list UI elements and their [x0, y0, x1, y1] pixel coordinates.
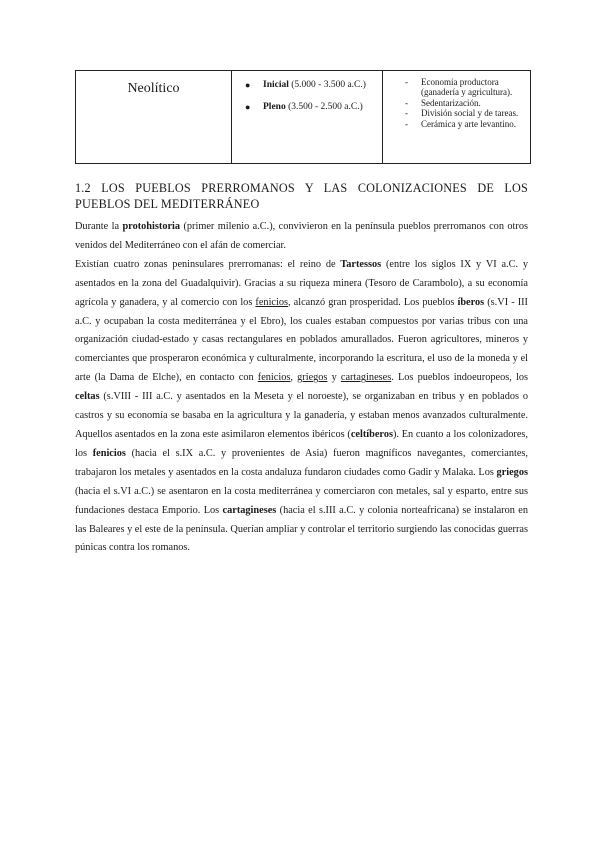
features-list	[383, 71, 530, 129]
term-cartagineses-link: cartagineses	[340, 372, 392, 384]
text-run: (hacia el s.VI a.C.) se asentaron en la costa mediterránea y comerciaron con metales, sal y esparto, entre sus fundaciones destaca Emporio. Los	[75, 485, 528, 516]
term-griegos: griegos	[496, 466, 528, 478]
term-iberos: íberos	[457, 296, 485, 308]
phase-range: (5.000 - 3.500 a.C.)	[288, 80, 366, 90]
term-cartagineses: cartagineses	[222, 504, 277, 516]
body-text	[75, 218, 528, 558]
phase-range: (3.500 - 2.500 a.C.)	[285, 102, 363, 112]
term-fenicios-link: fenicios	[255, 296, 289, 308]
list-item	[405, 108, 526, 118]
paragraph-main	[75, 256, 528, 559]
text-run: , alcanzó gran prosperidad. Los pueblos	[288, 296, 458, 308]
text-run: ). En cuanto a los colonizadores, los	[75, 428, 528, 459]
term-griegos-link: griegos	[297, 372, 328, 384]
text-run: . Los pueblos indoeuropeos, los	[391, 372, 528, 384]
text-run: (s.VI - III a.C. y ocupaban la costa mediterránea y el Ebro), los cuales estaban compuestos por varias tribus con una organización ciudad-estado y casas rectangulares en poblados amurallados. Fueron agricultores, mineros y comerciantes que prosperaron económica y culturalmente, incorporando la escritura, el uso de la moneda y el arte (la Dama de Elche), en contacto con	[75, 296, 528, 384]
table-row	[76, 71, 531, 164]
text-run: Existían cuatro zonas peninsulares prerromanas: el reino de	[75, 258, 341, 270]
term-fenicios: fenicios	[92, 447, 126, 459]
term-celtas: celtas	[75, 391, 100, 403]
dash-icon: -	[405, 77, 408, 87]
list-item	[405, 98, 526, 108]
list-item	[405, 119, 526, 129]
section-title: 1.2 LOS PUEBLOS PRERROMANOS Y LAS COLONIZACIONES DE LOS PUEBLOS DEL MEDITERRÁNEO	[75, 181, 528, 211]
list-item	[243, 102, 382, 113]
phase-name: Pleno	[263, 102, 286, 112]
text-run: (s.VIII - III a.C. y asentados en la Meseta y el noroeste), se organizaban en tribus y en poblados o castros y su economía se basaba en la agricultura y la ganadería, y estaban menos avanzados culturalmente. Aquellos asentados en la zona este asimilaron elementos ibéricos (	[75, 391, 528, 440]
term-celtiberos: celtíberos	[350, 428, 393, 440]
neolithic-table	[75, 70, 531, 164]
dash-icon: -	[405, 97, 408, 108]
phase-name: Inicial	[263, 80, 289, 90]
phases-cell	[232, 71, 383, 164]
term-fenicios-link: fenicios	[257, 372, 291, 384]
phases-list	[232, 71, 382, 113]
feature-text: Cerámica y arte levantino.	[421, 118, 516, 129]
term-tartessos: Tartessos	[340, 258, 382, 270]
text-run: (hacia el s.III a.C. y colonia norteafricana) se instalaron en las Baleares y el este de la península. Querían ampliar y controlar el territorio surgiendo las conocidas guerras púnicas contra los romanos.	[75, 504, 528, 554]
feature-text: División social y de tareas.	[421, 108, 519, 119]
paragraph-intro	[75, 218, 528, 256]
bullet-icon: ●	[245, 102, 251, 112]
list-item	[243, 80, 382, 91]
text-run: ,	[290, 372, 298, 384]
list-item	[405, 77, 526, 98]
text-run: (entre los siglos IX y VI a.C. y asentados en la zona del Guadalquivir). Gracias a su riqueza minera (Tesoro de Carambolo), a su economía agrícola y ganadera, y al comercio con los	[75, 258, 528, 308]
feature-text: Economía productora (ganadería y agricultura).	[421, 77, 513, 98]
term-protohistoria: protohistoria	[122, 221, 181, 232]
text-run: y	[327, 372, 341, 384]
period-cell	[76, 71, 232, 164]
bullet-icon: ●	[245, 80, 251, 90]
dash-icon: -	[405, 118, 408, 129]
dash-icon: -	[405, 108, 408, 119]
text-run: Durante la	[75, 221, 123, 232]
feature-text: Sedentarización.	[421, 97, 481, 108]
period-label: Neolítico	[127, 81, 180, 96]
text-run: (hacia el s.IX a.C. y provenientes de Asia) fueron magníficos navegantes, comerciantes, trabajaron los metales y asentados en la costa andaluza fundaron ciudades como Gadir y Malaka. Los	[75, 447, 528, 478]
features-cell	[383, 71, 531, 164]
text-run: (primer milenio a.C.), convivieron en la península pueblos prerromanos con otros venidos del Mediterráneo con el afán de comerciar.	[75, 221, 528, 251]
